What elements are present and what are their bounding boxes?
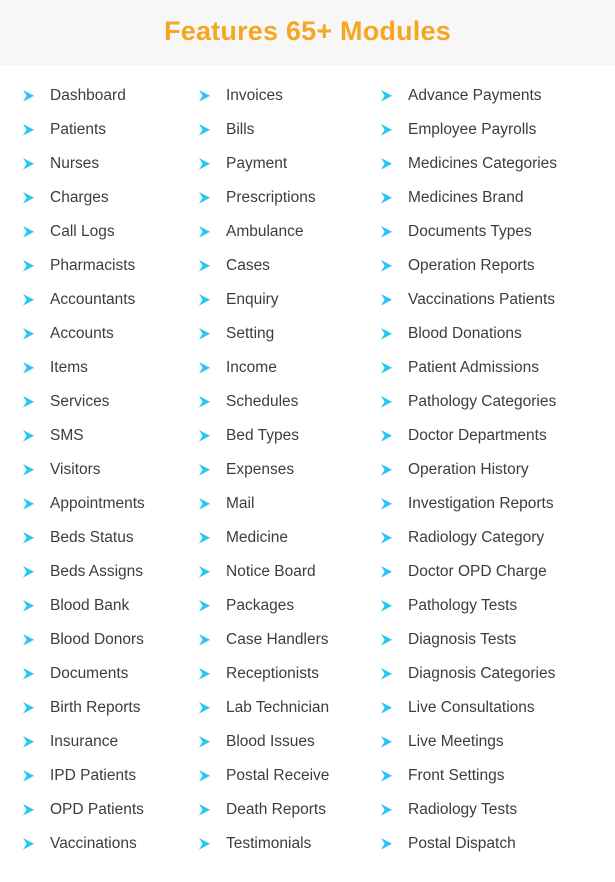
chevron-right-arrow-icon <box>22 123 44 137</box>
chevron-right-arrow-icon <box>380 395 402 409</box>
chevron-right-arrow-icon <box>198 701 220 715</box>
chevron-right-arrow-icon <box>22 327 44 341</box>
feature-label: Appointments <box>50 495 145 512</box>
chevron-right-arrow-icon <box>198 497 220 511</box>
chevron-right-arrow-icon <box>380 463 402 477</box>
feature-label: Medicines Categories <box>408 155 558 172</box>
feature-label: Items <box>50 359 88 376</box>
chevron-right-arrow-icon <box>22 463 44 477</box>
feature-list-item <box>22 215 180 249</box>
chevron-right-arrow-icon <box>198 395 220 409</box>
feature-label: Doctor Departments <box>408 427 547 444</box>
chevron-right-arrow-icon <box>22 259 44 273</box>
chevron-right-arrow-icon <box>380 191 402 205</box>
feature-label: Beds Assigns <box>50 563 144 580</box>
feature-label: Enquiry <box>226 291 279 308</box>
feature-label: Blood Donors <box>50 631 144 648</box>
chevron-right-arrow-icon <box>380 565 402 579</box>
feature-list-item <box>198 317 362 351</box>
chevron-right-arrow-icon <box>198 225 220 239</box>
feature-label: Documents <box>50 665 129 682</box>
feature-list-item <box>198 385 362 419</box>
chevron-right-arrow-icon <box>22 429 44 443</box>
title-bar <box>0 0 615 65</box>
page-title: Features 65+ Modules <box>164 16 451 46</box>
feature-list-item <box>198 691 362 725</box>
feature-list-item <box>380 419 615 453</box>
feature-column-2 <box>180 79 362 861</box>
chevron-right-arrow-icon <box>380 361 402 375</box>
chevron-right-arrow-icon <box>198 327 220 341</box>
chevron-right-arrow-icon <box>380 599 402 613</box>
feature-label: Front Settings <box>408 767 505 784</box>
feature-list-item <box>380 589 615 623</box>
feature-list-item <box>198 215 362 249</box>
feature-label: Diagnosis Categories <box>408 665 556 682</box>
feature-list-item <box>22 113 180 147</box>
feature-label: Case Handlers <box>226 631 329 648</box>
chevron-right-arrow-icon <box>380 497 402 511</box>
feature-label: Prescriptions <box>226 189 316 206</box>
feature-list-item <box>22 691 180 725</box>
feature-label: Vaccinations Patients <box>408 291 556 308</box>
chevron-right-arrow-icon <box>198 259 220 273</box>
feature-label: Invoices <box>226 87 283 104</box>
chevron-right-arrow-icon <box>22 157 44 171</box>
feature-label: Blood Bank <box>50 597 130 614</box>
chevron-right-arrow-icon <box>380 701 402 715</box>
chevron-right-arrow-icon <box>22 803 44 817</box>
chevron-right-arrow-icon <box>198 123 220 137</box>
feature-list-item <box>198 555 362 589</box>
chevron-right-arrow-icon <box>22 837 44 851</box>
feature-list-item <box>22 419 180 453</box>
chevron-right-arrow-icon <box>198 531 220 545</box>
feature-list-item <box>198 147 362 181</box>
feature-label: Patients <box>50 121 107 138</box>
feature-label: Birth Reports <box>50 699 141 716</box>
chevron-right-arrow-icon <box>198 565 220 579</box>
chevron-right-arrow-icon <box>22 599 44 613</box>
chevron-right-arrow-icon <box>198 463 220 477</box>
feature-label: Cases <box>226 257 270 274</box>
chevron-right-arrow-icon <box>22 667 44 681</box>
feature-list-item <box>22 317 180 351</box>
feature-label: Investigation Reports <box>408 495 554 512</box>
feature-list-item <box>380 147 615 181</box>
feature-list-item <box>380 317 615 351</box>
feature-label: Bills <box>226 121 255 138</box>
feature-column-3 <box>362 79 615 861</box>
feature-label: Death Reports <box>226 801 326 818</box>
chevron-right-arrow-icon <box>380 735 402 749</box>
feature-list-item <box>198 827 362 861</box>
feature-list-item <box>198 623 362 657</box>
chevron-right-arrow-icon <box>380 769 402 783</box>
feature-label: Postal Dispatch <box>408 835 516 852</box>
feature-list-item <box>22 793 180 827</box>
feature-list-item <box>22 827 180 861</box>
chevron-right-arrow-icon <box>380 667 402 681</box>
chevron-right-arrow-icon <box>22 395 44 409</box>
feature-label: Pathology Categories <box>408 393 557 410</box>
chevron-right-arrow-icon <box>198 633 220 647</box>
chevron-right-arrow-icon <box>380 259 402 273</box>
feature-label: Ambulance <box>226 223 304 240</box>
chevron-right-arrow-icon <box>22 701 44 715</box>
feature-list-item <box>198 113 362 147</box>
feature-label: Patient Admissions <box>408 359 539 376</box>
feature-label: Schedules <box>226 393 299 410</box>
feature-list-item <box>198 249 362 283</box>
chevron-right-arrow-icon <box>22 735 44 749</box>
feature-label: Payment <box>226 155 288 172</box>
feature-label: Medicine <box>226 529 289 546</box>
chevron-right-arrow-icon <box>198 667 220 681</box>
feature-list-item <box>22 351 180 385</box>
features-columns <box>0 65 615 861</box>
feature-list-item <box>380 759 615 793</box>
feature-list-item <box>22 725 180 759</box>
chevron-right-arrow-icon <box>198 89 220 103</box>
feature-label: Live Consultations <box>408 699 535 716</box>
feature-list-item <box>22 487 180 521</box>
feature-label: Radiology Tests <box>408 801 518 818</box>
feature-list-item <box>198 181 362 215</box>
chevron-right-arrow-icon <box>380 123 402 137</box>
feature-list-item <box>380 351 615 385</box>
feature-list-item <box>380 793 615 827</box>
chevron-right-arrow-icon <box>22 531 44 545</box>
feature-list-item <box>198 793 362 827</box>
chevron-right-arrow-icon <box>198 157 220 171</box>
chevron-right-arrow-icon <box>380 837 402 851</box>
feature-label: Blood Donations <box>408 325 522 342</box>
feature-label: Services <box>50 393 110 410</box>
feature-list-item <box>198 487 362 521</box>
feature-list-item <box>22 79 180 113</box>
feature-list-item <box>380 555 615 589</box>
chevron-right-arrow-icon <box>22 769 44 783</box>
feature-column-1 <box>0 79 180 861</box>
feature-label: Insurance <box>50 733 119 750</box>
feature-label: Charges <box>50 189 109 206</box>
feature-label: OPD Patients <box>50 801 144 818</box>
feature-list-item <box>198 453 362 487</box>
chevron-right-arrow-icon <box>380 803 402 817</box>
feature-label: Beds Status <box>50 529 134 546</box>
feature-label: Employee Payrolls <box>408 121 537 138</box>
chevron-right-arrow-icon <box>380 293 402 307</box>
chevron-right-arrow-icon <box>380 531 402 545</box>
feature-list-item <box>380 691 615 725</box>
chevron-right-arrow-icon <box>22 225 44 239</box>
chevron-right-arrow-icon <box>22 191 44 205</box>
feature-list-item <box>380 113 615 147</box>
feature-label: Pathology Tests <box>408 597 518 614</box>
feature-label: Call Logs <box>50 223 115 240</box>
feature-label: Lab Technician <box>226 699 330 716</box>
feature-list-item <box>22 759 180 793</box>
feature-label: Pharmacists <box>50 257 136 274</box>
chevron-right-arrow-icon <box>198 191 220 205</box>
feature-list-item <box>380 623 615 657</box>
feature-label: Nurses <box>50 155 100 172</box>
chevron-right-arrow-icon <box>198 769 220 783</box>
feature-list-item <box>380 215 615 249</box>
chevron-right-arrow-icon <box>380 633 402 647</box>
feature-label: Radiology Category <box>408 529 545 546</box>
feature-label: Notice Board <box>226 563 316 580</box>
feature-list-item <box>22 385 180 419</box>
chevron-right-arrow-icon <box>380 225 402 239</box>
feature-label: Advance Payments <box>408 87 542 104</box>
chevron-right-arrow-icon <box>380 429 402 443</box>
feature-list-item <box>198 589 362 623</box>
feature-list-item <box>198 657 362 691</box>
feature-label: Receptionists <box>226 665 320 682</box>
feature-list-item <box>380 385 615 419</box>
feature-list-item <box>380 181 615 215</box>
chevron-right-arrow-icon <box>198 293 220 307</box>
chevron-right-arrow-icon <box>22 293 44 307</box>
feature-list-item <box>380 79 615 113</box>
chevron-right-arrow-icon <box>380 327 402 341</box>
feature-list-item <box>198 351 362 385</box>
feature-label: Bed Types <box>226 427 299 444</box>
feature-list-item <box>380 283 615 317</box>
feature-label: Postal Receive <box>226 767 330 784</box>
feature-label: Vaccinations <box>50 835 137 852</box>
feature-list-item <box>380 657 615 691</box>
feature-list-item <box>22 181 180 215</box>
feature-list-item <box>380 453 615 487</box>
feature-label: IPD Patients <box>50 767 137 784</box>
chevron-right-arrow-icon <box>198 429 220 443</box>
feature-list-item <box>22 589 180 623</box>
feature-label: Accounts <box>50 325 114 342</box>
feature-label: Operation History <box>408 461 529 478</box>
feature-label: Visitors <box>50 461 101 478</box>
feature-list-item <box>380 827 615 861</box>
feature-list-item <box>22 283 180 317</box>
feature-list-item <box>22 521 180 555</box>
feature-list-item <box>198 79 362 113</box>
chevron-right-arrow-icon <box>198 361 220 375</box>
feature-list-item <box>198 725 362 759</box>
feature-list-item <box>22 657 180 691</box>
chevron-right-arrow-icon <box>198 837 220 851</box>
feature-list-item <box>22 555 180 589</box>
chevron-right-arrow-icon <box>22 565 44 579</box>
chevron-right-arrow-icon <box>380 89 402 103</box>
feature-list-item <box>380 249 615 283</box>
feature-label: Live Meetings <box>408 733 504 750</box>
feature-list-item <box>22 249 180 283</box>
feature-list-item <box>22 147 180 181</box>
feature-label: Expenses <box>226 461 295 478</box>
feature-label: Blood Issues <box>226 733 315 750</box>
chevron-right-arrow-icon <box>198 803 220 817</box>
feature-label: Income <box>226 359 277 376</box>
chevron-right-arrow-icon <box>22 89 44 103</box>
feature-label: Mail <box>226 495 255 512</box>
chevron-right-arrow-icon <box>198 735 220 749</box>
feature-label: Diagnosis Tests <box>408 631 517 648</box>
feature-list-item <box>198 283 362 317</box>
feature-label: Medicines Brand <box>408 189 524 206</box>
chevron-right-arrow-icon <box>22 497 44 511</box>
feature-label: Testimonials <box>226 835 312 852</box>
feature-list-item <box>380 725 615 759</box>
feature-label: SMS <box>50 427 84 444</box>
feature-list-item <box>380 487 615 521</box>
chevron-right-arrow-icon <box>22 633 44 647</box>
feature-label: Dashboard <box>50 87 126 104</box>
feature-label: Accountants <box>50 291 136 308</box>
feature-label: Packages <box>226 597 295 614</box>
feature-label: Operation Reports <box>408 257 535 274</box>
feature-label: Documents Types <box>408 223 532 240</box>
feature-list-item <box>198 419 362 453</box>
feature-list-item <box>22 623 180 657</box>
chevron-right-arrow-icon <box>22 361 44 375</box>
chevron-right-arrow-icon <box>380 157 402 171</box>
chevron-right-arrow-icon <box>198 599 220 613</box>
feature-list-item <box>22 453 180 487</box>
feature-list-item <box>198 759 362 793</box>
feature-list-item <box>380 521 615 555</box>
feature-list-item <box>198 521 362 555</box>
feature-label: Setting <box>226 325 275 342</box>
feature-label: Doctor OPD Charge <box>408 563 547 580</box>
